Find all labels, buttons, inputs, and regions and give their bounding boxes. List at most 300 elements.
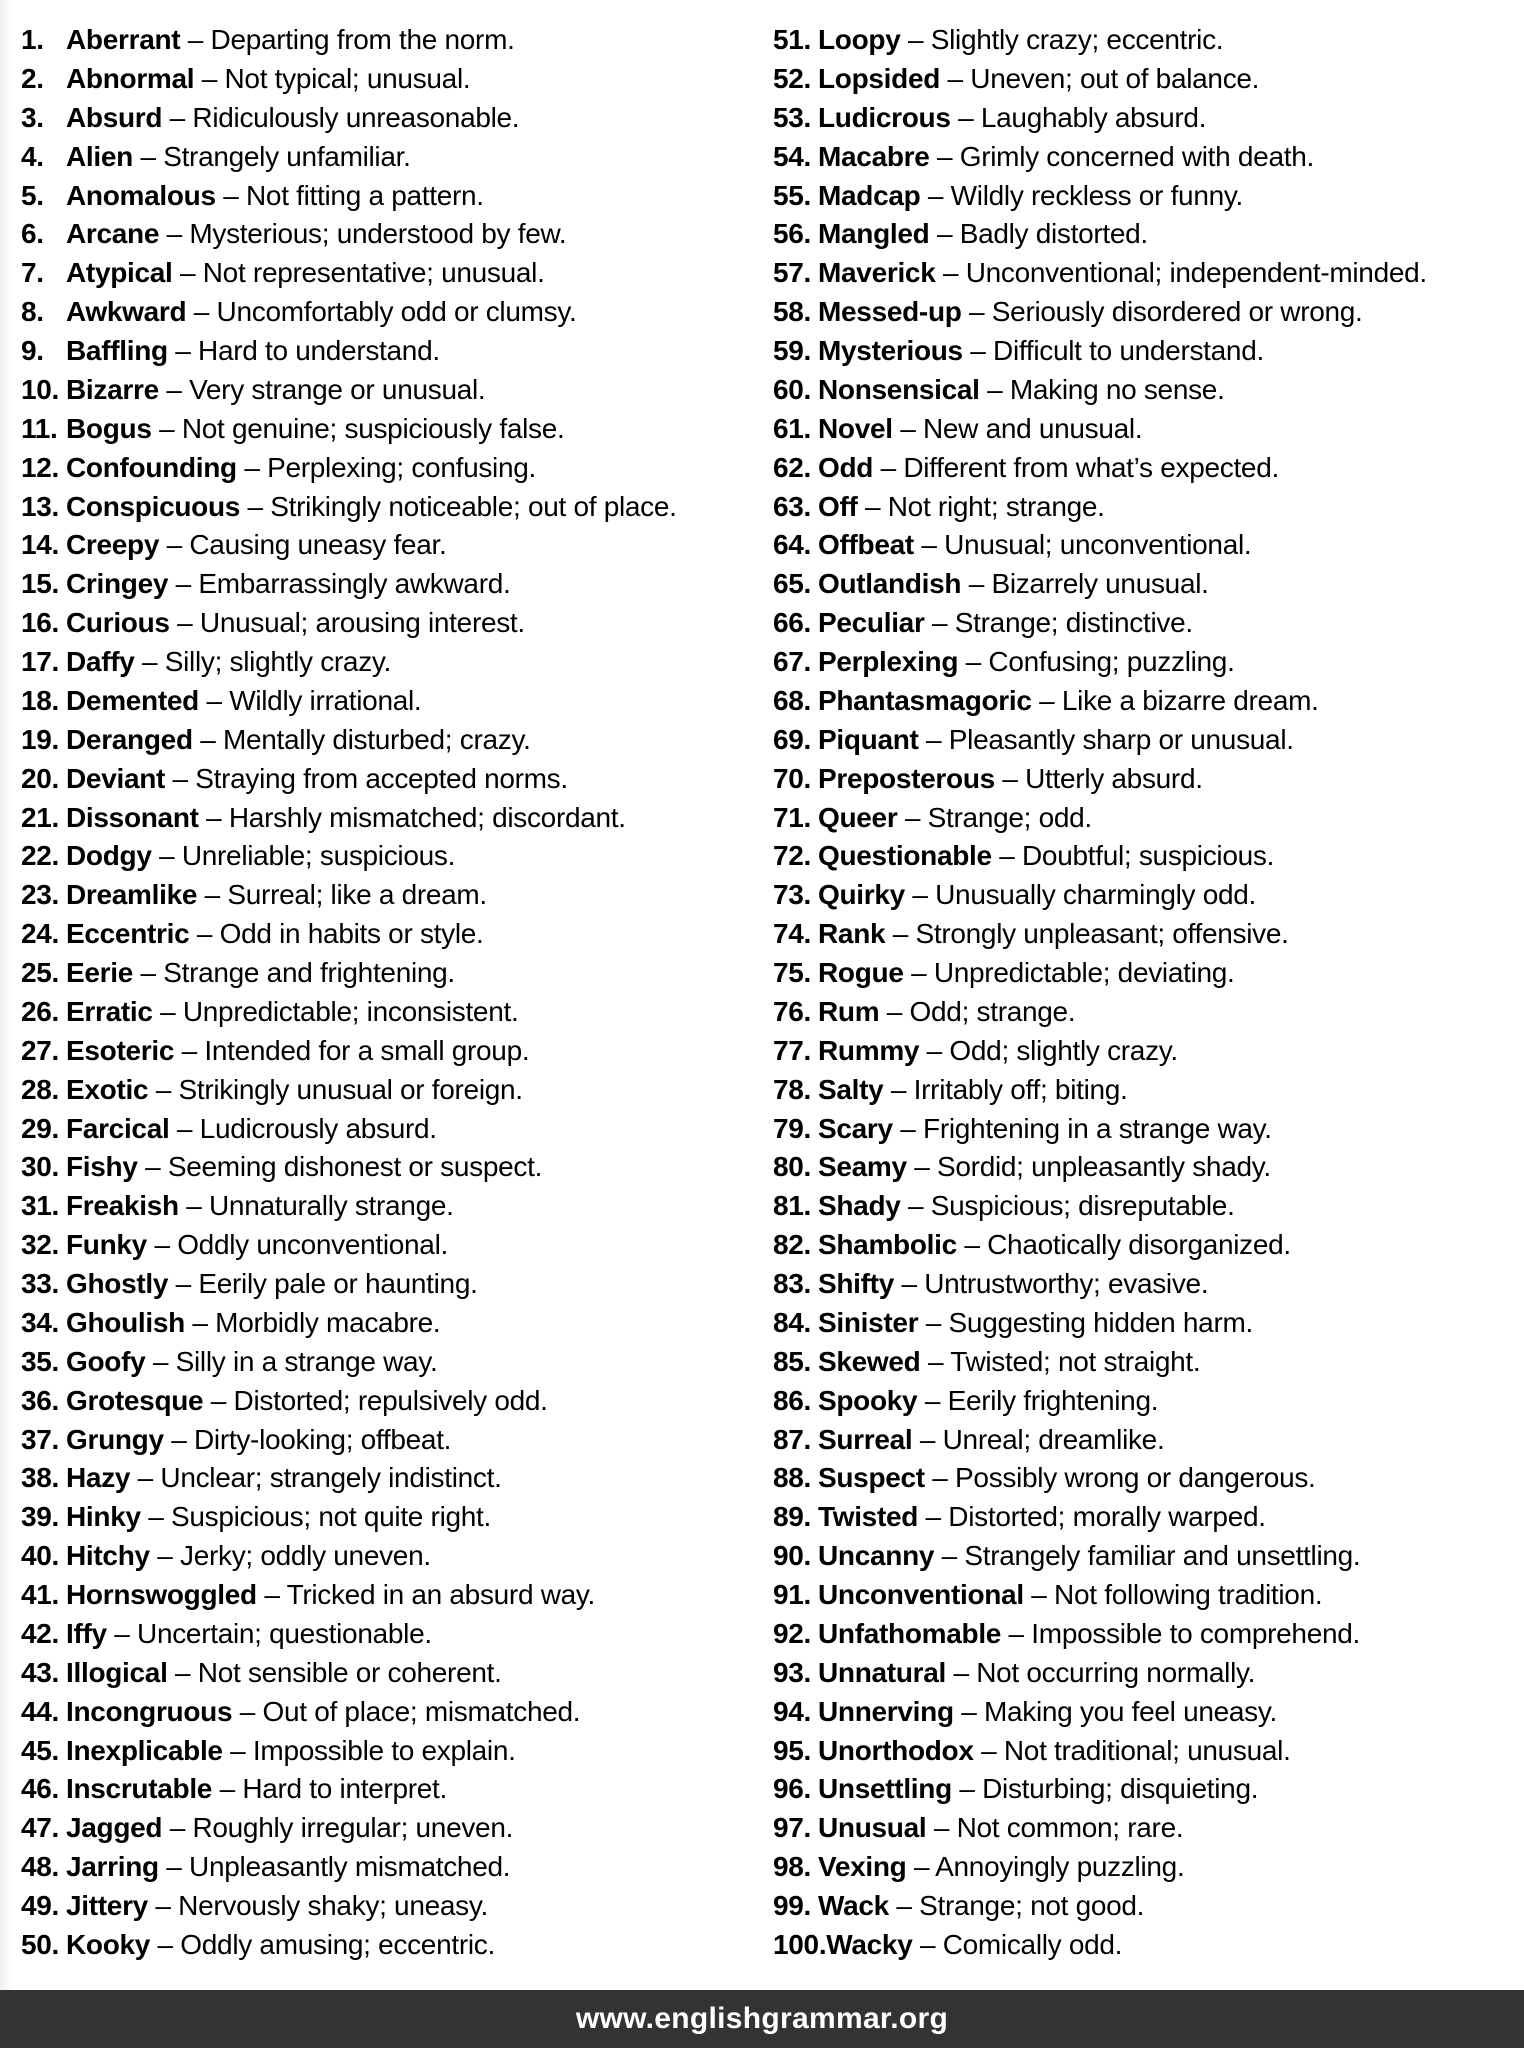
item-word: Inscrutable [66,1773,213,1805]
item-text: Mysterious – Difficult to understand. [818,335,1264,366]
list-item [21,1265,762,1304]
item-number: 72. [773,840,812,872]
item-word: Ghostly [66,1268,169,1299]
item-word: Unconventional [818,1579,1024,1610]
item-word: Queer [818,801,898,833]
item-text: Outlandish – Bizarrely unusual. [818,568,1209,600]
list-item [21,138,762,177]
item-word: Atypical [66,257,173,289]
item-number: 53. [773,101,812,133]
item-text: Arcane – Mysterious; understood by few. [66,218,567,250]
item-text: Hornswoggled – Tricked in an absurd way. [66,1579,595,1610]
list-item [773,760,1524,799]
item-number: 94. [773,1695,812,1727]
item-number: 29. [21,1112,60,1144]
list-item [773,21,1524,60]
list-item [773,488,1524,527]
item-word: Eerie [66,957,133,988]
item-word: Seamy [818,1151,907,1183]
item-number: 63. [773,490,812,522]
list-item [773,1537,1524,1576]
item-word: Iffy [66,1617,107,1649]
item-number: 42. [21,1617,60,1649]
item-text: Ghoulish – Morbidly macabre. [66,1306,441,1338]
item-word: Kooky [66,1928,151,1960]
list-item [773,799,1524,838]
item-word: Goofy [66,1345,146,1377]
item-number: 18. [21,684,60,716]
item-word: Awkward [66,296,187,328]
item-number: 5. [21,179,44,211]
item-word: Offbeat [818,529,914,561]
item-number: 76. [773,995,812,1027]
list-item [773,1926,1524,1965]
item-number: 97. [773,1812,812,1844]
list-item [773,526,1524,565]
item-number: 84. [773,1306,812,1338]
item-text: Deranged – Mentally disturbed; crazy. [66,723,531,755]
list-item [21,760,762,799]
item-text: Salty – Irritably off; biting. [818,1073,1128,1105]
list-item [21,60,762,99]
item-word: Hinky [66,1501,141,1533]
item-number: 17. [21,646,60,677]
item-number: 71. [773,801,812,833]
item-word: Sinister [818,1306,919,1338]
item-number: 99. [773,1890,812,1921]
item-number: 26. [21,995,60,1027]
item-text: Unconventional – Not following tradition. [818,1579,1323,1610]
item-text: Vexing – Annoyingly puzzling. [818,1851,1185,1883]
item-word: Abnormal [66,62,195,94]
item-word: Inexplicable [66,1734,223,1766]
two-column-word-list [0,21,1524,1965]
item-text: Esoteric – Intended for a small group. [66,1034,530,1066]
list-item [773,99,1524,138]
item-text: Unnatural – Not occurring normally. [818,1656,1256,1688]
item-word: Cringey [66,568,169,600]
item-text: Peculiar – Strange; distinctive. [818,607,1193,639]
item-number: 7. [21,257,44,289]
item-number: 9. [21,335,44,366]
item-number: 87. [773,1423,812,1455]
list-item [21,1654,762,1693]
item-word: Grotesque [66,1384,204,1416]
list-item [773,876,1524,915]
item-number: 75. [773,957,812,988]
item-number: 36. [21,1384,60,1416]
list-item [21,876,762,915]
list-item [21,1187,762,1226]
item-number: 21. [21,801,60,833]
list-item [773,1226,1524,1265]
item-number: 39. [21,1501,60,1533]
item-word: Hornswoggled [66,1579,257,1610]
list-item [773,1187,1524,1226]
item-word: Unnerving [818,1695,954,1727]
item-text: Freakish – Unnaturally strange. [66,1190,454,1222]
list-item [21,1770,762,1809]
item-text: Shady – Suspicious; disreputable. [818,1190,1235,1222]
list-item [21,21,762,60]
item-word: Farcical [66,1112,170,1144]
item-number: 50. [21,1928,60,1960]
item-number: 78. [773,1073,812,1105]
item-text: Exotic – Strikingly unusual or foreign. [66,1073,523,1105]
list-item [21,449,762,488]
item-number: 11. [21,412,58,444]
item-text: Piquant – Pleasantly sharp or unusual. [818,723,1294,755]
item-number: 62. [773,451,812,483]
item-number: 35. [21,1345,60,1377]
list-item [773,837,1524,876]
item-number: 24. [21,918,60,950]
item-word: Creepy [66,529,160,561]
item-text: Nonsensical – Making no sense. [818,373,1225,405]
item-number: 32. [21,1229,60,1261]
list-item [773,60,1524,99]
item-word: Confounding [66,451,237,483]
list-item [21,993,762,1032]
item-text: Sinister – Suggesting hidden harm. [818,1306,1253,1338]
list-item [773,721,1524,760]
item-number: 4. [21,140,44,172]
item-word: Unsettling [818,1773,952,1805]
list-item [773,410,1524,449]
item-text: Shambolic – Chaotically disorganized. [818,1229,1291,1261]
item-word: Phantasmagoric [818,684,1032,716]
item-number: 38. [21,1462,60,1494]
item-number: 56. [773,218,812,250]
item-text: Wack – Strange; not good. [818,1890,1145,1921]
item-word: Novel [818,412,893,444]
item-text: Goofy – Silly in a strange way. [66,1345,438,1377]
item-number: 95. [773,1734,812,1766]
item-text: Unorthodox – Not traditional; unusual. [818,1734,1291,1766]
list-item [773,1887,1524,1926]
list-item [773,565,1524,604]
list-item [773,293,1524,332]
list-item [21,254,762,293]
item-word: Alien [66,140,133,172]
item-text: Jittery – Nervously shaky; uneasy. [66,1890,488,1921]
item-word: Unfathomable [818,1617,1002,1649]
item-text: Rogue – Unpredictable; deviating. [818,957,1235,988]
item-number: 89. [773,1501,812,1533]
item-word: Mysterious [818,335,963,366]
item-word: Salty [818,1073,884,1105]
item-number: 59. [773,335,812,366]
item-text: Illogical – Not sensible or coherent. [66,1656,502,1688]
item-number: 90. [773,1540,812,1572]
list-item [773,1071,1524,1110]
item-number: 65. [773,568,812,600]
item-text: Atypical – Not representative; unusual. [66,257,545,289]
item-word: Perplexing [818,646,959,677]
item-text: Funky – Oddly unconventional. [66,1229,448,1261]
item-number: 15. [21,568,60,600]
list-item [21,565,762,604]
item-text: Hazy – Unclear; strangely indistinct. [66,1462,502,1494]
item-text: Eccentric – Odd in habits or style. [66,918,484,950]
item-number: 1. [21,24,44,55]
list-item [773,1382,1524,1421]
item-word: Demented [66,684,199,716]
item-number: 31. [21,1190,60,1222]
item-text: Demented – Wildly irrational. [66,684,422,716]
item-word: Fishy [66,1151,138,1183]
item-text: Baffling – Hard to understand. [66,335,440,366]
item-text: Iffy – Uncertain; questionable. [66,1617,432,1649]
list-item [773,1498,1524,1537]
item-word: Unusual [818,1812,927,1844]
item-text: Curious – Unusual; arousing interest. [66,607,525,639]
item-text: Ghostly – Eerily pale or haunting. [66,1268,478,1299]
item-word: Ghoulish [66,1306,185,1338]
item-text: Bizarre – Very strange or unusual. [66,373,486,405]
item-text: Daffy – Silly; slightly crazy. [66,646,392,677]
list-item [773,1693,1524,1732]
list-item [21,1226,762,1265]
item-number: 79. [773,1112,812,1144]
item-word: Vexing [818,1851,907,1883]
list-item [773,1148,1524,1187]
list-item [21,643,762,682]
list-item [21,1110,762,1149]
item-text: Creepy – Causing uneasy fear. [66,529,447,561]
item-word: Scary [818,1112,893,1144]
item-word: Peculiar [818,607,925,639]
list-item [21,293,762,332]
item-word: Dissonant [66,801,199,833]
item-text: Preposterous – Utterly absurd. [818,762,1203,794]
item-text: Incongruous – Out of place; mismatched. [66,1695,581,1727]
item-number: 83. [773,1268,812,1299]
item-text: Grotesque – Distorted; repulsively odd. [66,1384,548,1416]
item-number: 49. [21,1890,60,1921]
item-word: Uncanny [818,1540,935,1572]
item-word: Surreal [818,1423,913,1455]
item-word: Shambolic [818,1229,957,1261]
word-list-column-left [0,21,762,1965]
item-word: Mangled [818,218,930,250]
item-word: Dodgy [66,840,152,872]
item-word: Loopy [818,24,901,55]
list-item [21,1032,762,1071]
list-item [21,410,762,449]
item-word: Suspect [818,1462,925,1494]
item-number: 34. [21,1306,60,1338]
item-number: 67. [773,646,812,677]
item-text: Alien – Strangely unfamiliar. [66,140,411,172]
item-number: 100. [773,1928,827,1960]
item-number: 80. [773,1151,812,1183]
item-text: Unfathomable – Impossible to comprehend. [818,1617,1360,1649]
item-word: Piquant [818,723,919,755]
list-item [773,993,1524,1032]
list-item [773,915,1524,954]
list-item [21,177,762,216]
item-text: Ludicrous – Laughably absurd. [818,101,1207,133]
item-word: Jagged [66,1812,163,1844]
list-item [773,1848,1524,1887]
item-text: Bogus – Not genuine; suspiciously false. [66,412,565,444]
list-item [773,138,1524,177]
list-item [773,449,1524,488]
item-word: Arcane [66,218,160,250]
item-text: Mangled – Badly distorted. [818,218,1148,250]
item-text: Deviant – Straying from accepted norms. [66,762,568,794]
list-item [21,799,762,838]
item-word: Preposterous [818,762,995,794]
item-number: 45. [21,1734,60,1766]
item-word: Deviant [66,762,166,794]
item-word: Freakish [66,1190,179,1222]
item-text: Absurd – Ridiculously unreasonable. [66,101,520,133]
item-number: 3. [21,101,44,133]
item-word: Nonsensical [818,373,980,405]
item-word: Unorthodox [818,1734,974,1766]
item-word: Questionable [818,840,992,872]
list-item [21,1926,762,1965]
footer-bar [0,1990,1524,2048]
item-text: Offbeat – Unusual; unconventional. [818,529,1252,561]
item-word: Funky [66,1229,147,1261]
item-text: Novel – New and unusual. [818,412,1143,444]
list-item [773,332,1524,371]
item-text: Cringey – Embarrassingly awkward. [66,568,511,600]
item-word: Daffy [66,646,135,677]
item-number: 64. [773,529,812,561]
item-text: Inscrutable – Hard to interpret. [66,1773,448,1805]
item-number: 23. [21,879,60,911]
list-item [21,604,762,643]
item-word: Messed-up [818,296,962,328]
item-word: Curious [66,607,170,639]
item-number: 48. [21,1851,60,1883]
list-item [773,215,1524,254]
list-item [773,1343,1524,1382]
list-item [773,1032,1524,1071]
item-number: 58. [773,296,812,328]
item-number: 74. [773,918,812,950]
item-number: 37. [21,1423,60,1455]
item-number: 13. [21,490,60,522]
item-number: 60. [773,373,812,405]
list-item [21,1887,762,1926]
list-item [21,1848,762,1887]
item-word: Incongruous [66,1695,233,1727]
list-item [21,371,762,410]
item-number: 57. [773,257,812,289]
item-number: 40. [21,1540,60,1572]
item-word: Quirky [818,879,905,911]
item-word: Exotic [66,1073,149,1105]
item-word: Lopsided [818,62,941,94]
item-word: Baffling [66,335,168,366]
item-number: 88. [773,1462,812,1494]
item-number: 44. [21,1695,60,1727]
item-text: Skewed – Twisted; not straight. [818,1345,1201,1377]
item-text: Erratic – Unpredictable; inconsistent. [66,995,519,1027]
item-text: Aberrant – Departing from the norm. [66,24,515,55]
item-text: Rank – Strongly unpleasant; offensive. [818,918,1289,950]
item-number: 52. [773,62,812,94]
item-number: 96. [773,1773,812,1805]
item-word: Dreamlike [66,879,198,911]
item-word: Jarring [66,1851,159,1883]
item-text: Unnerving – Making you feel uneasy. [818,1695,1277,1727]
list-item [21,954,762,993]
item-number: 51. [773,24,812,55]
item-word: Outlandish [818,568,962,600]
list-item [773,1615,1524,1654]
item-word: Bogus [66,412,152,444]
item-text: Farcical – Ludicrously absurd. [66,1112,437,1144]
item-number: 14. [21,529,60,561]
item-text: Jagged – Roughly irregular; uneven. [66,1812,514,1844]
list-item [21,837,762,876]
list-item [21,915,762,954]
item-word: Eccentric [66,918,190,950]
item-word: Hitchy [66,1540,150,1572]
list-item [21,1071,762,1110]
item-number: 68. [773,684,812,716]
list-item [773,1110,1524,1149]
item-number: 10. [21,373,60,405]
list-item [773,604,1524,643]
list-item [773,371,1524,410]
item-text: Dreamlike – Surreal; like a dream. [66,879,487,911]
item-text: Odd – Different from what’s expected. [818,451,1279,483]
item-number: 98. [773,1851,812,1883]
item-word: Aberrant [66,24,181,55]
item-word: Deranged [66,723,193,755]
item-number: 12. [21,451,60,483]
item-number: 2. [21,62,44,94]
item-text: Unsettling – Disturbing; disquieting. [818,1773,1259,1805]
item-number: 61. [773,412,812,444]
word-list-column-right [762,21,1524,1965]
list-item [773,177,1524,216]
item-word: Absurd [66,101,163,133]
item-text: Hinky – Suspicious; not quite right. [66,1501,491,1533]
list-item [773,1770,1524,1809]
item-text: Awkward – Uncomfortably odd or clumsy. [66,296,577,328]
list-item [21,1615,762,1654]
item-text: Inexplicable – Impossible to explain. [66,1734,516,1766]
item-number: 33. [21,1268,60,1299]
item-text: Spooky – Eerily frightening. [818,1384,1159,1416]
item-text: Eerie – Strange and frightening. [66,957,455,988]
item-text: Conspicuous – Strikingly noticeable; out of place. [66,490,677,522]
list-item [773,1265,1524,1304]
list-item [773,1421,1524,1460]
item-number: 85. [773,1345,812,1377]
item-word: Rum [818,995,880,1027]
item-text: Wacky – Comically odd. [826,1928,1123,1960]
item-word: Rank [818,918,886,950]
list-item [773,1809,1524,1848]
list-item [21,99,762,138]
item-text: Twisted – Distorted; morally warped. [818,1501,1266,1533]
item-word: Wack [818,1890,889,1921]
list-item [21,682,762,721]
item-text: Abnormal – Not typical; unusual. [66,62,471,94]
item-text: Hitchy – Jerky; oddly uneven. [66,1540,431,1572]
item-text: Maverick – Unconventional; independent-minded. [818,257,1427,289]
list-item [773,954,1524,993]
